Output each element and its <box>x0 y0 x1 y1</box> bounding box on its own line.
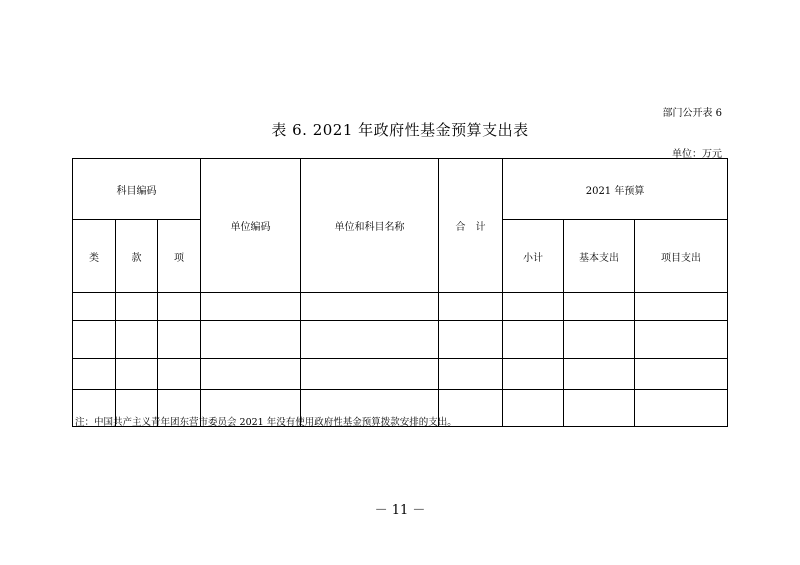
table-cell <box>635 293 728 321</box>
table-cell <box>73 321 116 359</box>
table-cell <box>439 293 503 321</box>
table-cell <box>635 321 728 359</box>
table-cell <box>158 359 201 390</box>
table-row <box>73 293 728 321</box>
sub-item-header: 项 <box>158 220 201 293</box>
page-title: 表 6. 2021 年政府性基金预算支出表 <box>271 121 529 139</box>
page-number: － 11 － <box>374 503 426 518</box>
table-cell <box>116 293 158 321</box>
table-cell <box>503 293 564 321</box>
table-cell <box>564 359 635 390</box>
table-cell <box>201 293 301 321</box>
table-cell <box>301 359 439 390</box>
table-cell <box>439 359 503 390</box>
project-expense-header: 项目支出 <box>635 220 728 293</box>
table-cell <box>158 293 201 321</box>
table-cell <box>116 321 158 359</box>
unit-subject-name-header: 单位和科目名称 <box>301 159 439 293</box>
table-cell <box>564 321 635 359</box>
table-cell <box>201 321 301 359</box>
unit-label: 单位：万元 <box>672 149 722 160</box>
item-header: 款 <box>116 220 158 293</box>
table-cell <box>635 390 728 427</box>
table-cell <box>73 359 116 390</box>
basic-expense-header: 基本支出 <box>564 220 635 293</box>
budget-expenditure-table <box>72 158 728 427</box>
subject-code-header: 科目编码 <box>73 159 201 220</box>
table-cell <box>635 359 728 390</box>
table-cell <box>116 359 158 390</box>
unit-code-header: 单位编码 <box>201 159 301 293</box>
subtotal-header: 小计 <box>503 220 564 293</box>
table-cell <box>201 359 301 390</box>
table-cell <box>158 321 201 359</box>
budget-2021-header: 2021 年预算 <box>503 159 728 220</box>
total-header: 合 计 <box>439 159 503 293</box>
table-cell <box>564 390 635 427</box>
table-cell <box>564 293 635 321</box>
form-number-label: 部门公开表 6 <box>662 108 722 119</box>
table-cell <box>301 293 439 321</box>
table-row <box>73 359 728 390</box>
table-cell <box>503 359 564 390</box>
table-cell <box>73 293 116 321</box>
table-cell <box>503 321 564 359</box>
table-cell <box>503 390 564 427</box>
table-row <box>73 321 728 359</box>
class-header: 类 <box>73 220 116 293</box>
footnote: 注：中国共产主义青年团东营市委员会 2021 年没有使用政府性基金预算拨款安排的支出。 <box>75 417 457 428</box>
table-cell <box>301 321 439 359</box>
table-cell <box>439 321 503 359</box>
